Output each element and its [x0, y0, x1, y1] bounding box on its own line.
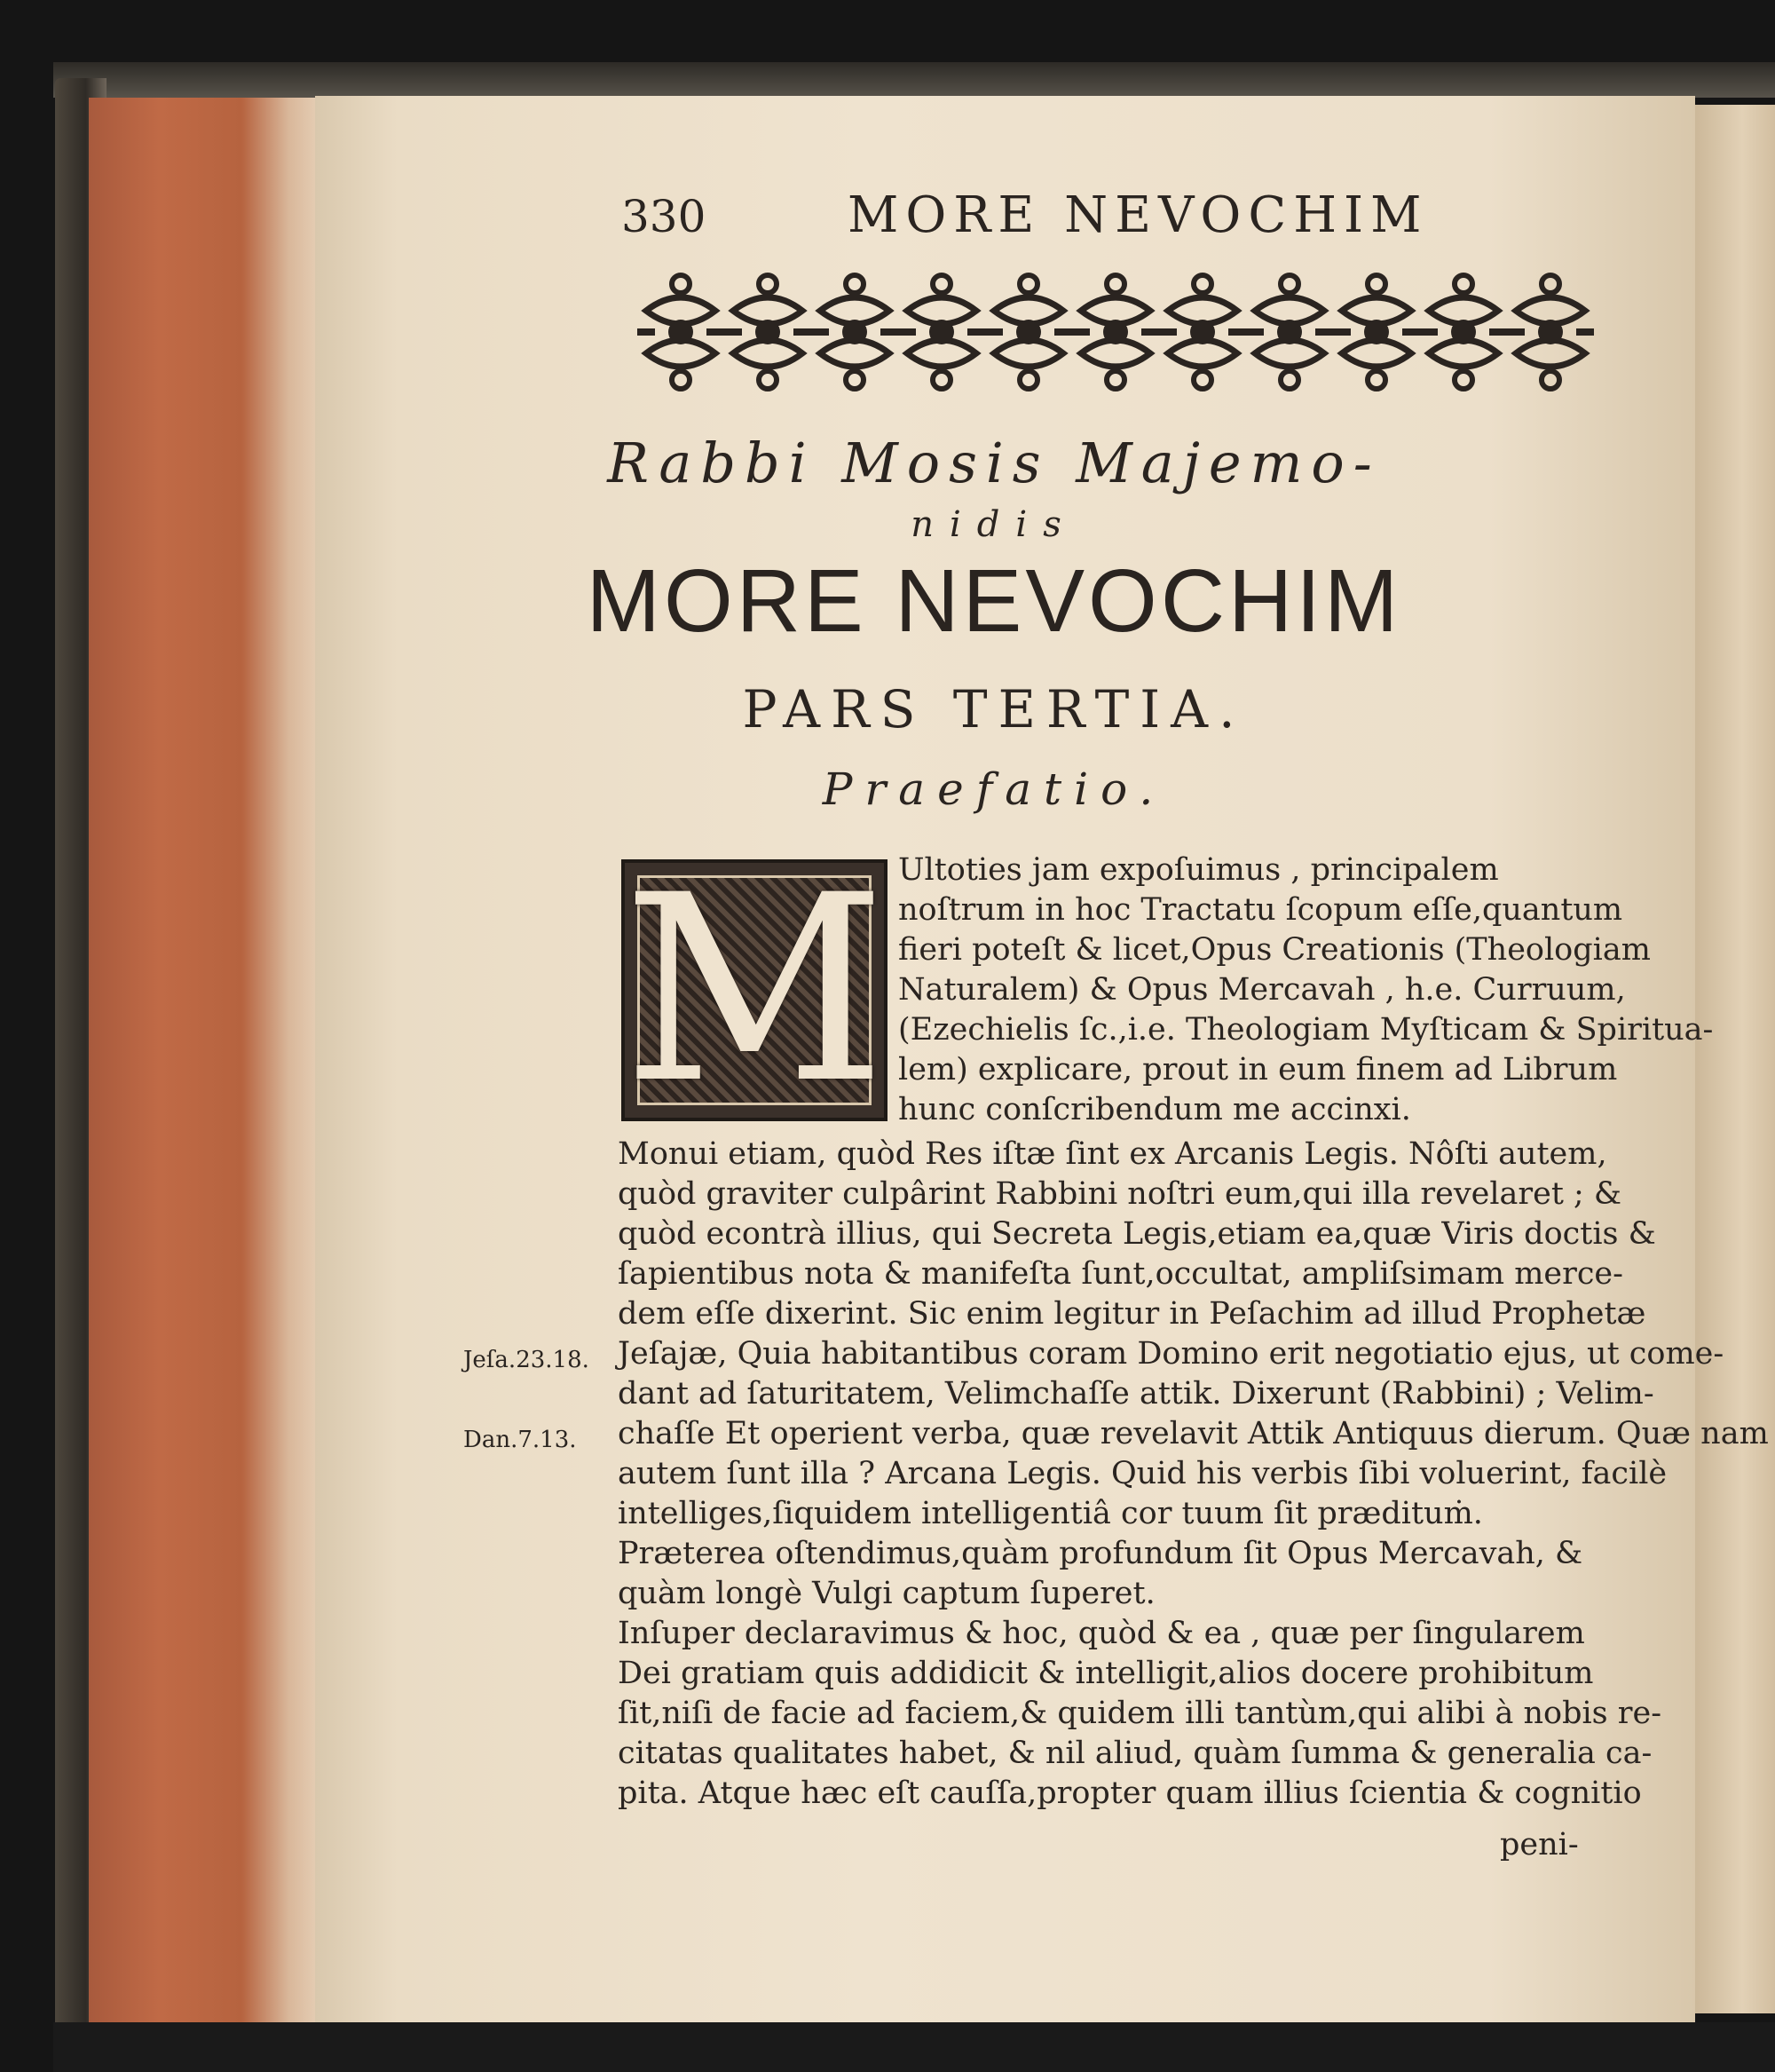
text-line: fieri poteſt & licet,Opus Creationis (Theologiam [898, 932, 1651, 968]
text-line: quòd graviter culpârint Rabbini noſtri eum,qui illa revelaret ; & [618, 1176, 1622, 1212]
text-line: quàm longè Vulgi captum ſuperet. [618, 1576, 1156, 1611]
initial-letter: M [622, 840, 887, 1140]
section-title: Praefatio. [822, 763, 1166, 815]
decorated-initial [621, 840, 888, 1140]
text-line: Præterea oſtendimus,quàm profundum ſit Opus Mercavah, & [618, 1536, 1583, 1571]
text-line: autem ſunt illa ? Arcana Legis. Quid his verbis ſibi voluerint, facilè [618, 1456, 1668, 1491]
body-text [618, 1135, 1769, 1814]
page-number: 330 [621, 191, 706, 242]
author-line-2: nidis [911, 504, 1077, 545]
text-line: Ultoties jam expoſuimus , principalem [898, 852, 1499, 888]
text-line: ſapientibus nota & manifeſta ſunt,occultat, ampliſsimam merce- [618, 1256, 1623, 1292]
text-line: dem eſſe dixerint. Sic enim legitur in Peſachim ad illud Prophetæ [618, 1296, 1646, 1332]
text-line: pita. Atque hæc eſt cauſſa,propter quam illius ſcientia & cognitio [618, 1775, 1642, 1811]
catchword: peni- [1500, 1827, 1579, 1862]
subtitle: PARS TERTIA. [742, 679, 1246, 739]
text-line: ſit,niſi de facie ad faciem,& quidem illi tantùm,qui alibi à nobis re- [618, 1696, 1662, 1731]
marginal-reference-2: Dan.7.13. [463, 1427, 577, 1453]
text-line: (Ezechielis ſc.,i.e. Theologiam Myſticam & Spiritua- [898, 1012, 1714, 1048]
marginal-reference-1: Jeſa.23.18. [463, 1347, 589, 1373]
background-shadow [53, 2022, 1775, 2072]
text-line: quòd econtrà illius, qui Secreta Legis,etiam ea,quæ Viris doctis & [618, 1216, 1656, 1252]
text-line: intelliges,ſiquidem intelligentiâ cor tuum ſit prædituṁ. [618, 1496, 1483, 1531]
page-fore-edge [89, 98, 324, 2024]
text-line: noſtrum in hoc Tractatu ſcopum eſſe,quantum [898, 892, 1623, 928]
book-cover-top [53, 62, 1775, 98]
text-line: Dei gratiam quis addidicit & intelligit,alios docere prohibitum [618, 1656, 1594, 1691]
text-line: Inſuper declaravimus & hoc, quòd & ea , quæ per ſingularem [618, 1616, 1585, 1651]
dropcap-paragraph [898, 850, 1713, 1130]
text-line: dant ad ſaturitatem, Velimchaſſe attik. Dixerunt (Rabbini) ; Velim- [618, 1376, 1654, 1412]
text-line: Monui etiam, quòd Res iſtæ ſint ex Arcanis Legis. Nôſti autem, [618, 1136, 1607, 1172]
main-title: MORE NEVOCHIM [586, 551, 1402, 651]
running-title: MORE NEVOCHIM [848, 186, 1429, 244]
text-line: hunc conſcribendum me accinxi. [898, 1092, 1411, 1127]
text-line: lem) explicare, prout in eum finem ad Librum [898, 1052, 1618, 1087]
text-line: chaſſe Et operient verba, quæ revelavit Attik Antiquus dierum. Quæ nam [618, 1416, 1769, 1451]
text-line: Naturalem) & Opus Mercavah , h.e. Curruum, [898, 972, 1626, 1008]
text-line: Jeſajæ, Quia habitantibus coram Domino erit negotiatio ejus, ut come- [618, 1336, 1724, 1372]
text-line: citatas qualitates habet, & nil aliud, quàm ſumma & generalia ca- [618, 1736, 1653, 1771]
author-line-1: Rabbi Mosis Majemo- [607, 431, 1381, 495]
ornamental-headpiece [637, 266, 1594, 398]
